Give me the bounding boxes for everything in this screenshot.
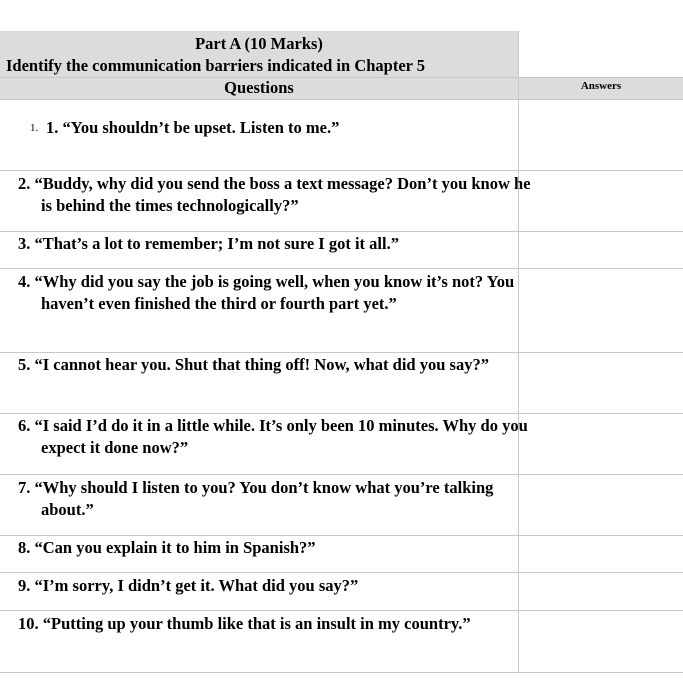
question-text: 4. “Why did you say the job is going well, when you know it’s not? You haven’t even finished the third or fourth part yet.” xyxy=(18,272,515,313)
divider xyxy=(0,672,683,673)
divider xyxy=(0,77,683,78)
answer-cell[interactable] xyxy=(519,170,683,231)
question-text: 9. “I’m sorry, I didn’t get it. What did you say?” xyxy=(18,576,359,595)
answer-cell[interactable] xyxy=(519,572,683,610)
answer-cell[interactable] xyxy=(519,268,683,352)
question-text: 2. “Buddy, why did you send the boss a text message? Don’t you know he is behind the times technologically?” xyxy=(18,174,531,215)
table-row xyxy=(0,610,518,672)
question-text: 6. “I said I’d do it in a little while. It’s only been 10 minutes. Why do you expect it done now?” xyxy=(18,416,528,457)
answers-column-header: Answers xyxy=(519,77,683,99)
answer-cell[interactable] xyxy=(519,474,683,535)
questions-column-header: Questions xyxy=(0,77,518,99)
question-text: 8. “Can you explain it to him in Spanish?” xyxy=(18,538,316,557)
table-row xyxy=(0,352,518,413)
header-block xyxy=(0,31,518,77)
answer-cell[interactable] xyxy=(519,610,683,672)
table-row xyxy=(0,413,528,474)
table-row xyxy=(0,535,518,572)
table-row xyxy=(0,99,518,170)
answer-cell[interactable] xyxy=(519,352,683,413)
question-text: 10. “Putting up your thumb like that is an insult in my country.” xyxy=(18,614,471,633)
instruction-text: Identify the communication barriers indicated in Chapter 5 xyxy=(6,56,426,75)
table-row xyxy=(0,572,518,610)
answer-cell[interactable] xyxy=(519,99,683,170)
table-row xyxy=(0,474,518,535)
answer-cell[interactable] xyxy=(519,535,683,572)
table-row xyxy=(0,268,518,352)
question-text: 3. “That’s a lot to remember; I’m not sure I got it all.” xyxy=(18,234,399,253)
answer-cell[interactable] xyxy=(519,413,683,474)
part-title: Part A (10 Marks) xyxy=(195,34,323,53)
list-number: 1. xyxy=(30,122,39,134)
question-text: 7. “Why should I listen to you? You don’t know what you’re talking about.” xyxy=(18,478,494,519)
table-row xyxy=(0,170,531,231)
question-text: 1. “You shouldn’t be upset. Listen to me.” xyxy=(46,118,340,137)
question-text: 5. “I cannot hear you. Shut that thing off! Now, what did you say?” xyxy=(18,355,489,374)
answer-cell[interactable] xyxy=(519,231,683,268)
table-row xyxy=(0,231,518,268)
